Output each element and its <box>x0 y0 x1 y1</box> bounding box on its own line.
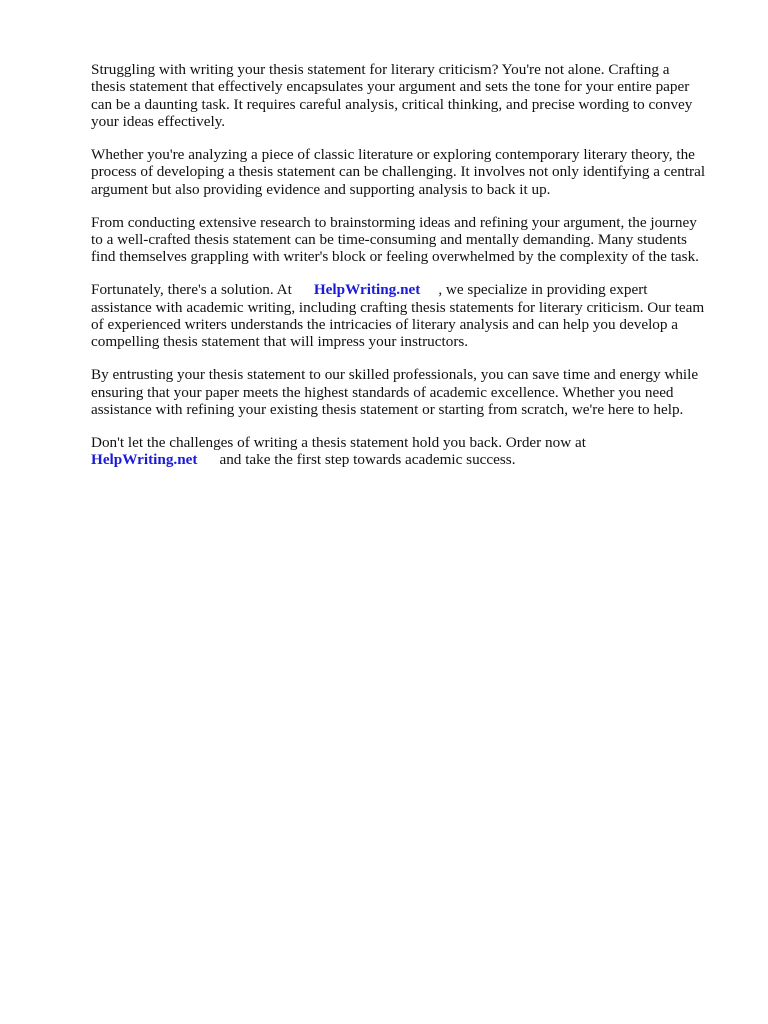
text-line: your ideas effectively. <box>91 113 226 131</box>
paragraph-solution <box>91 281 728 351</box>
text-line-with-link <box>91 451 728 468</box>
text-line: ensuring that your paper meets the highest standards of academic excellence. Whether you need <box>91 383 674 401</box>
text-line: Don't let the challenges of writing a thesis statement hold you back. Order now at <box>91 433 586 451</box>
text-line: assistance with refining your existing thesis statement or starting from scratch, we're here to help. <box>91 401 684 419</box>
paragraph-call-to-action <box>91 434 728 469</box>
text-line: compelling thesis statement that will impress your instructors. <box>91 333 469 351</box>
paragraph-intro <box>91 61 728 131</box>
paragraph-journey <box>91 214 728 266</box>
helpwriting-link[interactable]: HelpWriting.net <box>313 281 421 299</box>
text-line: assistance with academic writing, including crafting thesis statements for literary criticism. Our team <box>91 298 705 316</box>
text-line: find themselves grappling with writer's block or feeling overwhelmed by the complexity of the task. <box>91 248 699 266</box>
paragraph-benefits <box>91 366 728 418</box>
text-line-with-link <box>91 281 728 298</box>
text-line: By entrusting your thesis statement to our skilled professionals, you can save time and energy while <box>91 366 699 384</box>
text-line: of experienced writers understands the intricacies of literary analysis and can help you develop a <box>91 316 679 334</box>
text-segment: Fortunately, there's a solution. At <box>91 281 292 299</box>
text-line: to a well-crafted thesis statement can be time-consuming and mentally demanding. Many students <box>91 231 687 249</box>
text-line: Whether you're analyzing a piece of classic literature or exploring contemporary literary theory, the <box>91 146 695 164</box>
text-line: thesis statement that effectively encapsulates your argument and sets the tone for your entire paper <box>91 78 690 96</box>
text-segment: , we specialize in providing expert <box>438 281 648 299</box>
text-segment: and take the first step towards academic success. <box>219 451 516 469</box>
helpwriting-link[interactable]: HelpWriting.net <box>91 451 198 469</box>
text-line: can be a daunting task. It requires careful analysis, critical thinking, and precise wording to convey <box>91 95 693 113</box>
text-line: argument but also providing evidence and supporting analysis to back it up. <box>91 180 551 198</box>
text-line: process of developing a thesis statement can be challenging. It involves not only identifying a central <box>91 163 706 181</box>
text-line: From conducting extensive research to brainstorming ideas and refining your argument, the journey <box>91 213 697 231</box>
paragraph-challenge <box>91 146 728 198</box>
text-line: Struggling with writing your thesis statement for literary criticism? You're not alone. Crafting a <box>91 61 670 78</box>
